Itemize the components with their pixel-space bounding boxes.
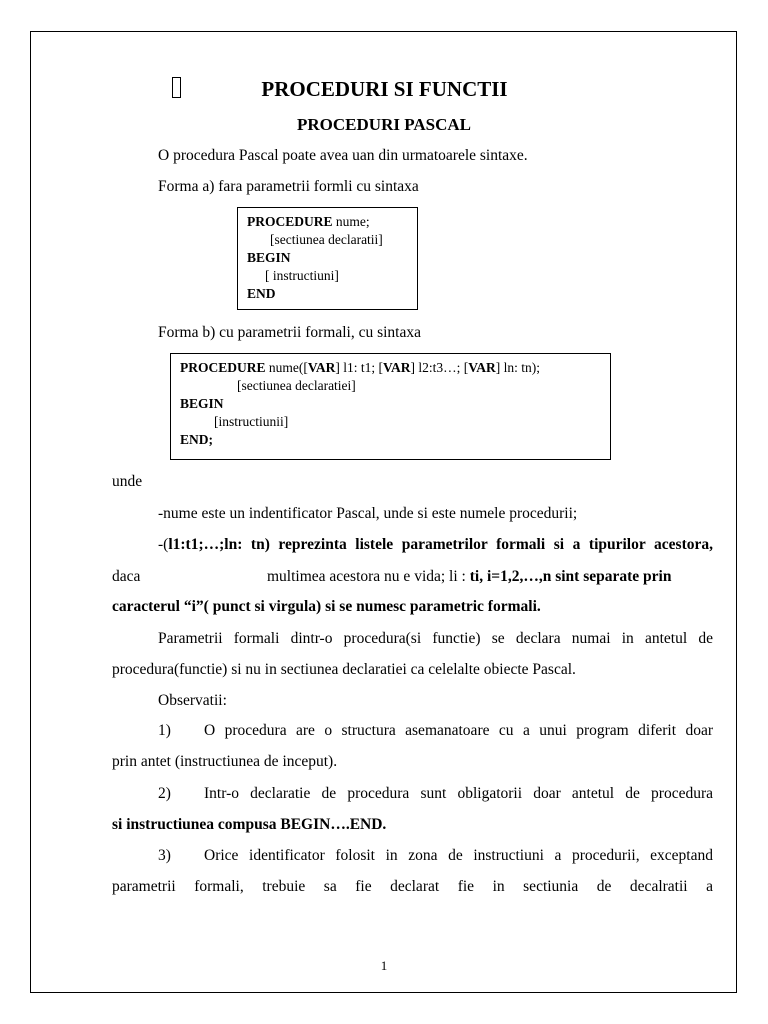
caracter-text: caracterul “i”( punct si virgula) si se numesc parametric formali. (112, 598, 541, 615)
param-text-line1: Parametrii formali dintr-o procedura(si functie) se declara numai in antetul de (158, 630, 713, 647)
obs2-number: 2) (158, 785, 171, 802)
list-description: -(l1:t1;…;ln: tn) reprezinta listele parametrilor formali si a tipurilor acestora, (158, 536, 713, 553)
forma-a-text: Forma a) fara parametrii formli cu sintaxa (158, 178, 419, 195)
code-text: ] l1: t1; [ (335, 360, 384, 375)
code-text: nume; (332, 214, 370, 229)
intro-text: O procedura Pascal poate avea uan din urmatoarele sintaxe. (158, 147, 528, 164)
obs2-line1: Intr-o declaratie de procedura sunt obligatorii doar antetul de procedura (204, 785, 713, 802)
obs3-line2: parametrii formali, trebuie sa fie declarat fie in sectiunia de decalratii a (112, 878, 713, 895)
code-text: [ instructiuni] (265, 268, 339, 283)
obs3-number: 3) (158, 847, 171, 864)
keyword-var: VAR (383, 360, 411, 375)
code-text: [instructiunii] (214, 414, 289, 429)
keyword-procedure: PROCEDURE (180, 360, 266, 375)
keyword-var: VAR (307, 360, 336, 375)
obs2-line2: si instructiunea compusa BEGIN….END. (112, 816, 387, 833)
param-text-line2: procedura(functie) si nu in sectiunea declaratiei ca celelalte obiecte Pascal. (112, 661, 576, 678)
syntax-box-b (170, 353, 611, 460)
forma-b-text: Forma b) cu parametrii formali, cu sintaxa (158, 324, 421, 341)
nume-description: -nume este un indentificator Pascal, unde si este numele procedurii; (158, 505, 578, 522)
section-subtitle: PROCEDURI PASCAL (297, 115, 471, 134)
obs1-number: 1) (158, 722, 171, 739)
page-title: PROCEDURI SI FUNCTII (261, 77, 508, 101)
daca-text: daca (112, 568, 141, 585)
daca-continuation: multimea acestora nu e vida; li : ti, i=1,2,…,n sint separate prin (267, 568, 672, 585)
keyword-end: END (247, 286, 276, 301)
code-text: nume([ (265, 360, 308, 375)
code-text: [sectiunea declaratiei] (237, 378, 356, 393)
keyword-begin: BEGIN (247, 250, 291, 265)
obs3-line1: Orice identificator folosit in zona de instructiuni a procedurii, exceptand (204, 847, 713, 864)
keyword-var: VAR (468, 360, 496, 375)
code-text: ] ln: tn); (495, 360, 541, 375)
keyword-end: END; (180, 432, 213, 447)
observatii-heading: Observatii: (158, 692, 227, 709)
syntax-box-a (237, 207, 418, 310)
code-text: [sectiunea declaratii] (270, 232, 383, 247)
unde-text: unde (112, 473, 143, 490)
obs1-line2: prin antet (instructiunea de inceput). (112, 753, 338, 770)
obs1-line1: O procedura are o structura asemanatoare cu a unui program diferit doar (204, 722, 713, 739)
page-number: 1 (380, 958, 388, 973)
keyword-procedure: PROCEDURE (247, 214, 333, 229)
keyword-begin: BEGIN (180, 396, 224, 411)
code-text: ] l2:t3…; [ (410, 360, 469, 375)
